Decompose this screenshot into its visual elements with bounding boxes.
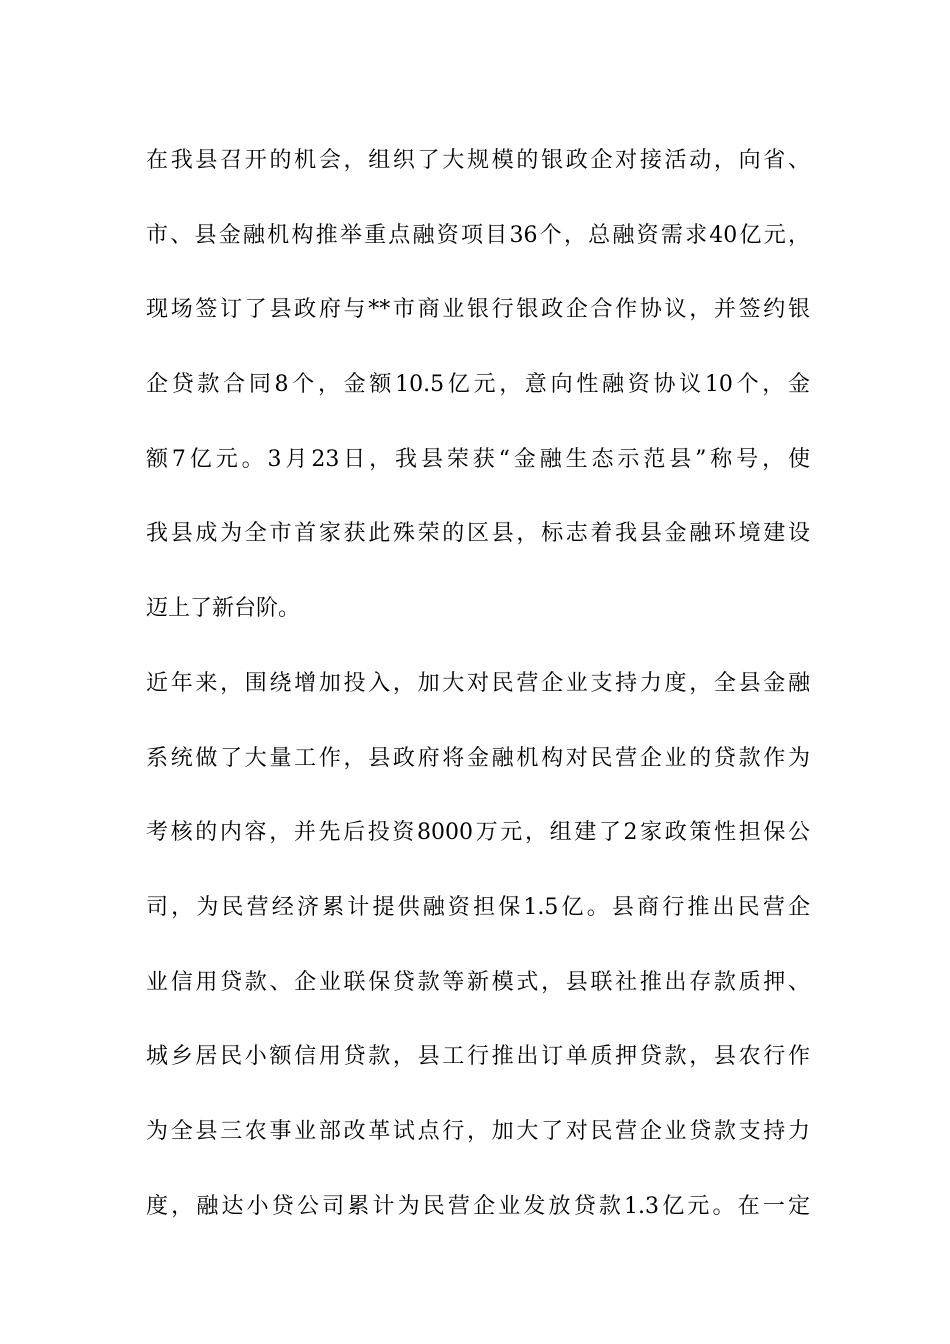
- text-line: 市、县金融机构推举重点融资项目36个，总融资需求40亿元，: [146, 222, 810, 248]
- text-line: 为全县三农事业部改革试点行，加大了对民营企业贷款支持力: [146, 1118, 810, 1144]
- text-line: 系统做了大量工作，县政府将金融机构对民营企业的贷款作为: [146, 745, 810, 771]
- text-line: 城乡居民小额信用贷款，县工行推出订单质押贷款，县农行作: [146, 1044, 810, 1070]
- text-line: 现场签订了县政府与**市商业银行银政企合作协议，并签约银: [146, 297, 810, 323]
- text-line: 额7亿元。3月23日，我县荣获“金融生态示范县”称号，使: [146, 446, 810, 472]
- text-line: 业信用贷款、企业联保贷款等新模式，县联社推出存款质押、: [146, 969, 810, 995]
- text-line: 近年来，围绕增加投入，加大对民营企业支持力度，全县金融: [146, 670, 810, 696]
- text-line: 迈上了新台阶。: [146, 596, 301, 622]
- text-line: 考核的内容，并先后投资8000万元，组建了2家政策性担保公: [146, 820, 810, 846]
- body-text: [146, 124, 810, 1244]
- text-line: 企贷款合同8个，金额10.5亿元，意向性融资协议10个，金: [146, 372, 810, 398]
- text-line: 我县成为全市首家获此殊荣的区县，标志着我县金融环境建设: [146, 521, 810, 547]
- text-line: 度，融达小贷公司累计为民营企业发放贷款1.3亿元。在一定: [146, 1193, 810, 1219]
- text-line: 司，为民营经济累计提供融资担保1.5亿。县商行推出民营企: [146, 894, 810, 920]
- text-line: 在我县召开的机会，组织了大规模的银政企对接活动，向省、: [146, 148, 810, 173]
